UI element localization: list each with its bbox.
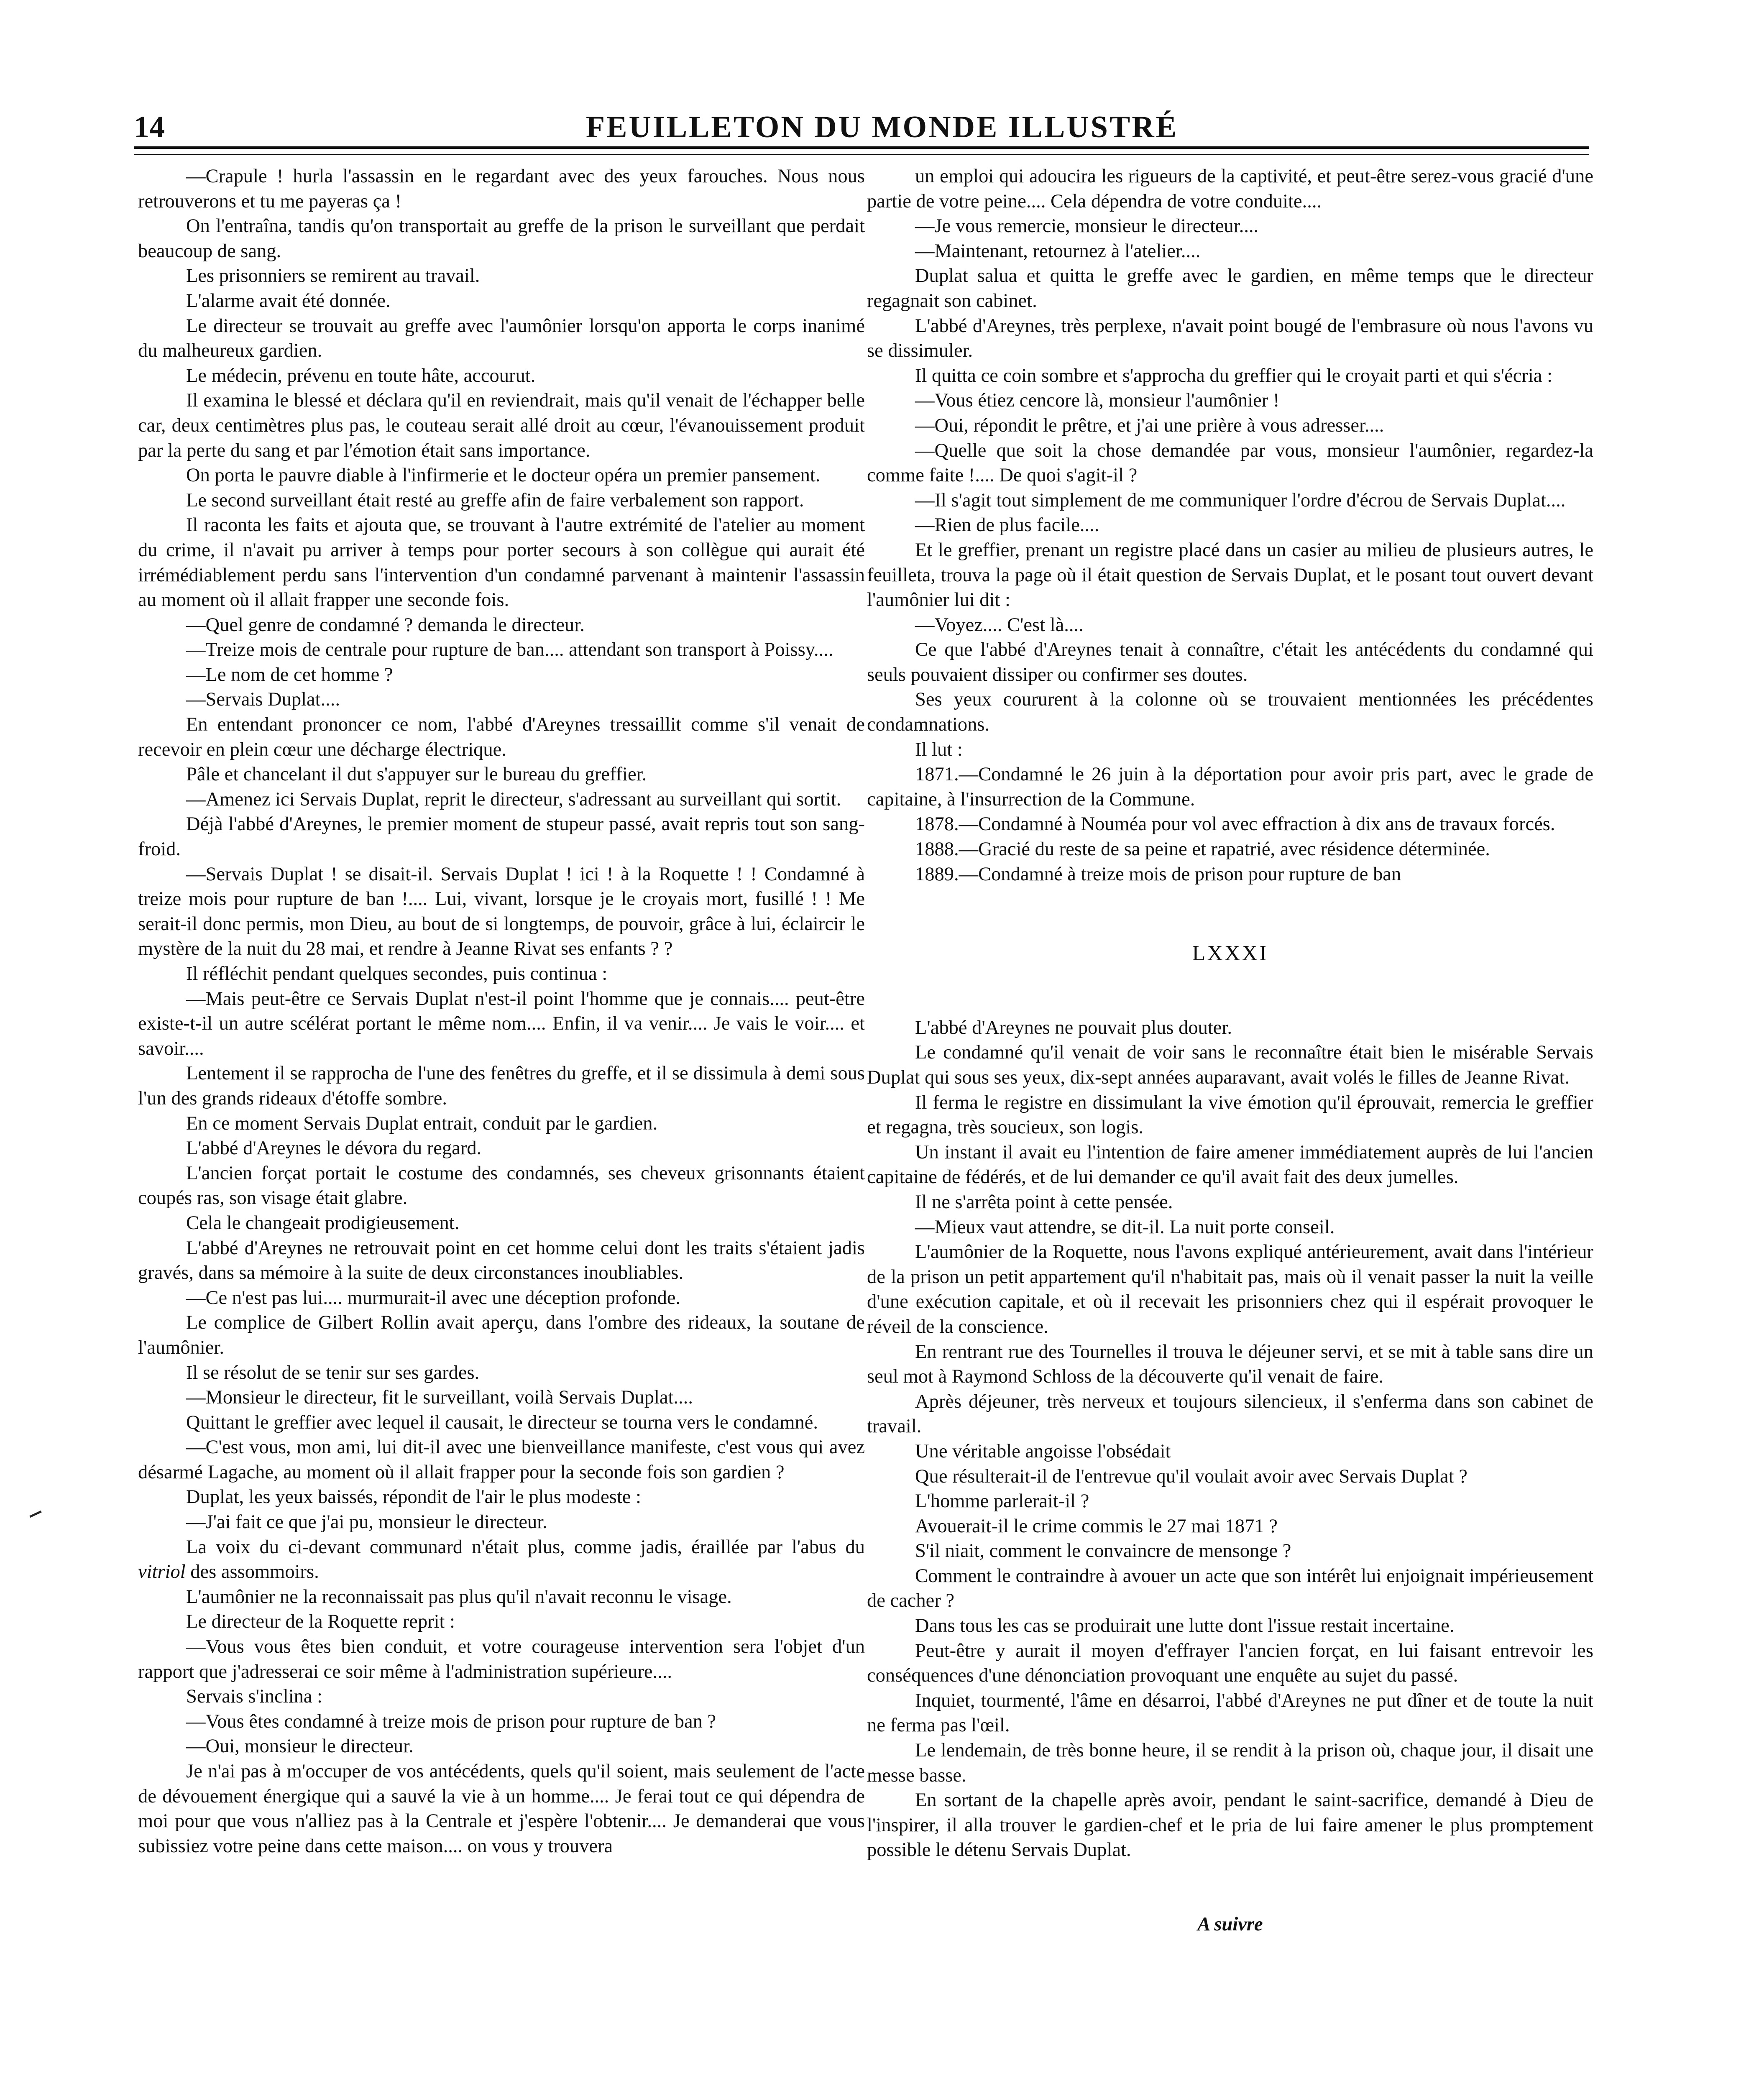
- paragraph: —Voyez.... C'est là....: [915, 614, 1084, 636]
- paragraph: Il ne s'arrêta point à cette pensée.: [915, 1191, 1173, 1213]
- italic-word: vitriol: [138, 1561, 186, 1583]
- paragraph: Je n'ai pas à m'occuper de vos antécédents, quels qu'il soient, mais seulement de l'acte de dévouement énergique qui a sauvé la vie à un homme.... Je ferai tout ce qui dépendra de moi pour que vous n'alliez pas à la Centrale et j'espère l'obtenir.... Je demanderai que vous subissiez votre peine dans cette maison.... on vous y trouvera: [138, 1761, 865, 1857]
- paragraph: Comment le contraindre à avouer un acte que son intérêt lui enjoignait impérieusement de cacher ?: [867, 1565, 1593, 1612]
- paragraph: Servais s'inclina :: [186, 1686, 323, 1708]
- paragraph: 1878.—Condamné à Nouméa pour vol avec effraction à dix ans de travaux forcés.: [915, 813, 1555, 835]
- paragraph: —Maintenant, retournez à l'atelier....: [915, 240, 1201, 262]
- paragraph: Lentement il se rapprocha de l'une des fenêtres du greffe, et il se dissimula à demi sous l'un des grands rideaux d'étoffe sombre.: [138, 1063, 865, 1109]
- paragraph: —Mais peut-être ce Servais Duplat n'est-il point l'homme que je connais.... peut-être existe-t-il un autre scélérat portant le même nom.... Enfin, il va venir.... Je vais le voir.... et savoir....: [138, 988, 865, 1059]
- paragraph: —Oui, monsieur le directeur.: [186, 1736, 414, 1757]
- paragraph: Duplat salua et quitta le greffe avec le gardien, en même temps que le directeur regagnait son cabinet.: [867, 265, 1593, 312]
- paragraph: —Treize mois de centrale pour rupture de ban.... attendant son transport à Poissy....: [186, 639, 833, 661]
- paragraph: L'homme parlerait-il ?: [915, 1490, 1089, 1512]
- paragraph: L'abbé d'Areynes ne pouvait plus douter.: [915, 1017, 1232, 1038]
- paragraph: 1889.—Condamné à treize mois de prison pour rupture de ban: [915, 863, 1401, 885]
- paragraph: —J'ai fait ce que j'ai pu, monsieur le directeur.: [186, 1511, 547, 1533]
- paragraph: —Quelle que soit la chose demandée par vous, monsieur l'aumônier, regardez-la comme faite !.... De quoi s'agit-il ?: [867, 440, 1593, 486]
- paragraph: —Ce n'est pas lui.... murmurait-il avec une déception profonde.: [186, 1287, 681, 1309]
- page-number: 14: [134, 110, 165, 144]
- paragraph: —Servais Duplat....: [186, 689, 340, 711]
- paragraph: Il raconta les faits et ajouta que, se trouvant à l'autre extrémité de l'atelier au moment du crime, il n'avait pu arriver à temps pour porter secours à son collègue qui aurait été irrémédiablement perdu sans l'intervention d'un condamné parvenant à maintenir l'assassin au moment où il allait frapper une seconde fois.: [138, 514, 865, 611]
- to-be-continued-note: A suivre: [1197, 1914, 1263, 1935]
- paragraph: Il réfléchit pendant quelques secondes, puis continua :: [186, 963, 608, 984]
- paragraph: —Vous étiez cencore là, monsieur l'aumônier !: [915, 390, 1280, 412]
- paragraph: Il lut :: [915, 739, 963, 760]
- paragraph: L'alarme avait été donnée.: [186, 290, 391, 312]
- paragraph: —Je vous remercie, monsieur le directeur....: [915, 215, 1259, 237]
- paragraph: Les prisonniers se remirent au travail.: [186, 265, 480, 287]
- paragraph: Il ferma le registre en dissimulant la vive émotion qu'il éprouvait, remercia le greffier et regagna, très soucieux, son logis.: [867, 1092, 1593, 1138]
- stray-ink-mark: [29, 1511, 41, 1518]
- paragraph: En sortant de la chapelle après avoir, pendant le saint-sacrifice, demandé à Dieu de l'inspirer, il alla trouver le gardien-chef et le pria de lui faire amener le plus promptement possible le détenu Servais Duplat.: [867, 1789, 1593, 1861]
- paragraph: L'aumônier de la Roquette, nous l'avons expliqué antérieurement, avait dans l'intérieur de la prison un petit appartement qu'il n'habitait pas, mais où il venait passer la nuit la veille d'une exécution capitale, et où il recevait les prisonniers chez qui il espérait provoquer le réveil de la conscience.: [867, 1241, 1593, 1337]
- paragraph: L'ancien forçat portait le costume des condamnés, ses cheveux grisonnants étaient coupés ras, son visage était glabre.: [138, 1162, 865, 1209]
- paragraph: L'abbé d'Areynes ne retrouvait point en cet homme celui dont les traits s'étaient jadis gravés, dans sa mémoire à la suite de deux circonstances inoubliables.: [138, 1237, 865, 1284]
- paragraph: On l'entraîna, tandis qu'on transportait au greffe de la prison le surveillant que perdait beaucoup de sang.: [138, 215, 865, 262]
- paragraph: —Quel genre de condamné ? demanda le directeur.: [186, 614, 585, 636]
- paragraph: Déjà l'abbé d'Areynes, le premier moment de stupeur passé, avait repris tout son sang-froid.: [138, 813, 865, 860]
- paragraph: —Vous vous êtes bien conduit, et votre courageuse intervention sera l'objet d'un rapport que j'adresserai ce soir même à l'administration supérieure....: [138, 1636, 865, 1682]
- paragraph: 1871.—Condamné le 26 juin à la déportation pour avoir pris part, avec le grade de capitaine, à l'insurrection de la Commune.: [867, 764, 1593, 810]
- paragraph: Le directeur se trouvait au greffe avec l'aumônier lorsqu'on apporta le corps inanimé du malheureux gardien.: [138, 315, 865, 362]
- paragraph: Et le greffier, prenant un registre placé dans un casier au milieu de plusieurs autres, le feuilleta, trouva la page où il était question de Servais Duplat, et le posant tout ouvert devant l'aumônier lui dit :: [867, 539, 1593, 611]
- chapter-heading: LXXXI: [1192, 941, 1268, 966]
- paragraph: —Amenez ici Servais Duplat, reprit le directeur, s'adressant au surveillant qui sortit.: [186, 788, 841, 810]
- paragraph: —Oui, répondit le prêtre, et j'ai une prière à vous adresser....: [915, 414, 1384, 436]
- paragraph: Il examina le blessé et déclara qu'il en reviendrait, mais qu'il venait de l'échapper belle car, deux centimètres plus pas, le couteau serait allé droit au cœur, l'évanouissement produit par la perte du sang et par l'émotion était sans importance.: [138, 390, 865, 461]
- paragraph: Peut-être y aurait il moyen d'effrayer l'ancien forçat, en lui faisant entrevoir les conséquences d'une dénonciation provoquant une enquête au sujet du passé.: [867, 1640, 1593, 1687]
- paragraph: En rentrant rue des Tournelles il trouva le déjeuner servi, et se mit à table sans dire un seul mot à Raymond Schloss de la découverte qu'il venait de faire.: [867, 1341, 1593, 1388]
- paragraph: S'il niait, comment le convaincre de mensonge ?: [915, 1540, 1291, 1562]
- paragraph: —Crapule ! hurla l'assassin en le regardant avec des yeux farouches. Nous nous retrouverons et tu me payeras ça !: [138, 166, 865, 212]
- paragraph: Après déjeuner, très nerveux et toujours silencieux, il s'enferma dans son cabinet de travail.: [867, 1391, 1593, 1437]
- paragraph: Duplat, les yeux baissés, répondit de l'air le plus modeste :: [186, 1486, 641, 1508]
- paragraph: Le second surveillant était resté au greffe afin de faire verbalement son rapport.: [186, 489, 804, 511]
- paragraph: L'abbé d'Areynes, très perplexe, n'avait point bougé de l'embrasure où nous l'avons vu se dissimuler.: [867, 315, 1593, 362]
- running-title: FEUILLETON DU MONDE ILLUSTRÉ: [585, 110, 1179, 144]
- paragraph: Un instant il avait eu l'intention de faire amener immédiatement auprès de lui l'ancien capitaine de fédérés, et de lui demander ce qu'il avait fait des deux jumelles.: [867, 1141, 1593, 1188]
- paragraph: Ce que l'abbé d'Areynes tenait à connaître, c'était les antécédents du condamné qui seuls pouvaient dissiper ou confirmer ses doutes.: [867, 639, 1593, 685]
- paragraph: —Vous êtes condamné à treize mois de prison pour rupture de ban ?: [186, 1710, 716, 1732]
- paragraph: Ses yeux coururent à la colonne où se trouvaient mentionnées les précédentes condamnations.: [867, 689, 1593, 736]
- paragraph: Le condamné qu'il venait de voir sans le reconnaître était bien le misérable Servais Duplat qui sous ses yeux, dix-sept années auparavant, avait volés le filles de Jeanne Rivat.: [867, 1042, 1593, 1088]
- paragraph: un emploi qui adoucira les rigueurs de la captivité, et peut-être serez-vous gracié d'une partie de votre peine.... Cela dépendra de votre conduite....: [867, 166, 1593, 212]
- right-column-text-after: [867, 1015, 1593, 1863]
- header-rule-thick: [134, 146, 1589, 149]
- paragraph: Que résulterait-il de l'entrevue qu'il voulait avoir avec Servais Duplat ?: [915, 1465, 1467, 1487]
- paragraph: Il quitta ce coin sombre et s'approcha du greffier qui le croyait parti et qui s'écria :: [915, 365, 1552, 386]
- paragraph: L'aumônier ne la reconnaissait pas plus qu'il n'avait reconnu le visage.: [186, 1586, 732, 1608]
- paragraph: Le médecin, prévenu en toute hâte, accourut.: [186, 365, 536, 386]
- paragraph: En ce moment Servais Duplat entrait, conduit par le gardien.: [186, 1112, 658, 1134]
- paragraph: Cela le changeait prodigieusement.: [186, 1212, 460, 1234]
- left-column: [138, 164, 865, 1858]
- paragraph: La voix du ci-devant communard n'était plus, comme jadis, éraillée par l'abus du vitriol des assommoirs.: [138, 1536, 865, 1583]
- right-column: [867, 164, 1593, 1937]
- paragraph: L'abbé d'Areynes le dévora du regard.: [186, 1138, 482, 1159]
- paragraph: —Mieux vaut attendre, se dit-il. La nuit porte conseil.: [915, 1216, 1335, 1238]
- paragraph: Pâle et chancelant il dut s'appuyer sur le bureau du greffier.: [186, 764, 647, 785]
- right-column-text-before: [867, 164, 1593, 887]
- paragraph: En entendant prononcer ce nom, l'abbé d'Areynes tressaillit comme s'il venait de recevoir en plein cœur une décharge électrique.: [138, 714, 865, 760]
- paragraph: Il se résolut de se tenir sur ses gardes.: [186, 1362, 480, 1383]
- paragraph: On porta le pauvre diable à l'infirmerie et le docteur opéra un premier pansement.: [186, 465, 821, 486]
- paragraph: Le directeur de la Roquette reprit :: [186, 1611, 455, 1633]
- paragraph: 1888.—Gracié du reste de sa peine et rapatrié, avec résidence déterminée.: [915, 838, 1490, 860]
- paragraph: —Il s'agit tout simplement de me communiquer l'ordre d'écrou de Servais Duplat....: [915, 489, 1566, 511]
- paragraph: —Rien de plus facile....: [915, 514, 1099, 536]
- header-rule-thin: [134, 154, 1589, 155]
- paragraph: Quittant le greffier avec lequel il causait, le directeur se tourna vers le condamné.: [186, 1411, 818, 1433]
- paragraph: Avouerait-il le crime commis le 27 mai 1871 ?: [915, 1515, 1278, 1537]
- paragraph: —Servais Duplat ! se disait-il. Servais Duplat ! ici ! à la Roquette ! ! Condamné à treize mois pour rupture de ban !.... Lui, vivant, lorsque je le croyais mort, fusillé ! ! Me serait-il donc permis, mon Dieu, au bout de si longtemps, de pouvoir, grâce à lui, éclaircir le mystère de la nuit du 28 mai, et rendre à Jeanne Rivat ses enfants ? ?: [138, 863, 865, 960]
- paragraph: Dans tous les cas se produirait une lutte dont l'issue restait incertaine.: [915, 1615, 1455, 1637]
- paragraph: Inquiet, tourmenté, l'âme en désarroi, l'abbé d'Areynes ne put dîner et de toute la nuit ne ferma pas l'œil.: [867, 1690, 1593, 1736]
- paragraph: —Le nom de cet homme ?: [186, 664, 393, 685]
- paragraph: Le lendemain, de très bonne heure, il se rendit à la prison où, chaque jour, il disait une messe basse.: [867, 1740, 1593, 1786]
- paragraph: Une véritable angoisse l'obsédait: [915, 1440, 1171, 1462]
- paragraph: —Monsieur le directeur, fit le surveillant, voilà Servais Duplat....: [186, 1387, 693, 1408]
- paragraph: —C'est vous, mon ami, lui dit-il avec une bienveillance manifeste, c'est vous qui avez désarmé Lagache, au moment où il allait frapper pour la seconde fois son gardien ?: [138, 1437, 865, 1483]
- paragraph: Le complice de Gilbert Rollin avait aperçu, dans l'ombre des rideaux, la soutane de l'aumônier.: [138, 1312, 865, 1358]
